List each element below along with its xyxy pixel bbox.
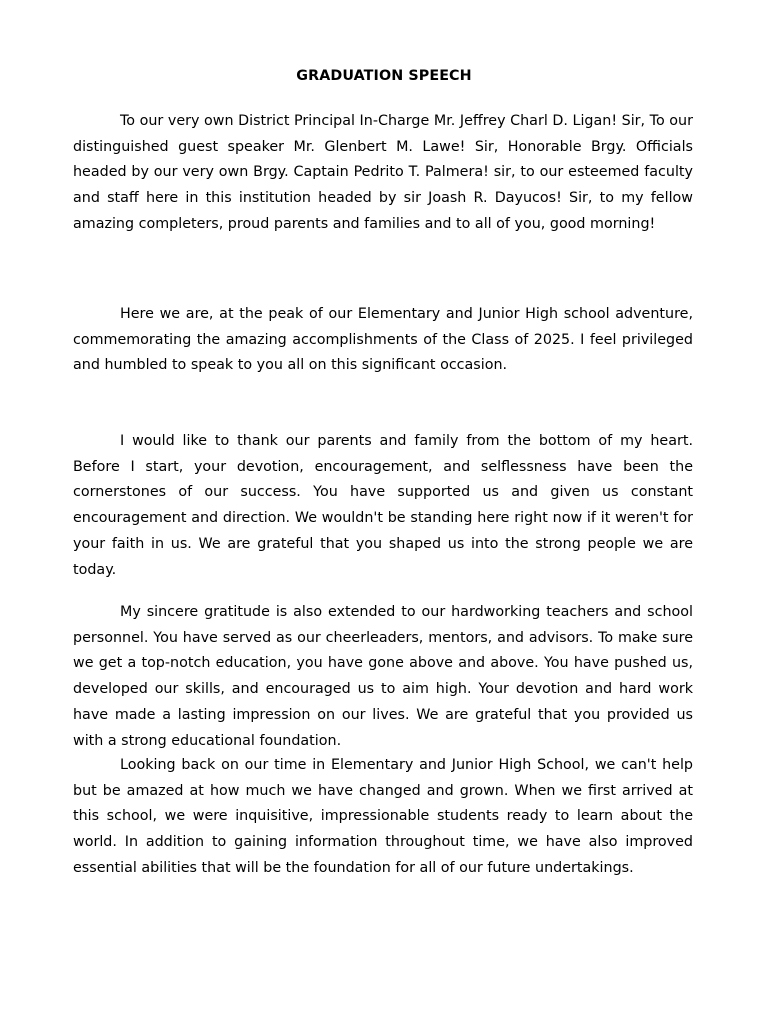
document-title: GRADUATION SPEECH [296, 68, 472, 84]
paragraph-thanks-teachers: My sincere gratitude is also extended to our hardworking teachers and school personnel. You have served as our cheerleaders, mentors, and advisors. To make sure we get a top-notch education, you have gone above and above. You have pushed us, developed our skills, and encouraged us to aim high. Your devotion and hard work have made a lasting impression on our lives. We are grateful that you provided us with a strong educational foundation. [73, 604, 693, 749]
paragraph-salutation: To our very own District Principal In-Charge Mr. Jeffrey Charl D. Ligan! Sir, To our distinguished guest speaker Mr. Glenbert M. Lawe! Sir, Honorable Brgy. Officials headed by our very own Brgy. Captain Pedrito T. Palmera! sir, to our esteemed faculty and staff here in this institution headed by sir Joash R. Dayucos! Sir, to my fellow amazing completers, proud parents and families and to all of you, good morning! [73, 113, 693, 232]
paragraph-looking-back: Looking back on our time in Elementary and Junior High School, we can't help but be amazed at how much we have changed and grown. When we first arrived at this school, we were inquisitive, impressionable students ready to learn about the world. In addition to gaining information throughout time, we have also improved essential abilities that will be the foundation for all of our future undertakings. [73, 757, 693, 876]
paragraph-opening: Here we are, at the peak of our Elementary and Junior High school adventure, commemorating the amazing accomplishments of the Class of 2025. I feel privileged and humbled to speak to you all on this significant occasion. [73, 306, 693, 374]
paragraph-thanks-parents: I would like to thank our parents and family from the bottom of my heart. Before I start, your devotion, encouragement, and selflessness have been the cornerstones of our success. You have supported us and given us constant encouragement and direction. We wouldn't be standing here right now if it weren't for your faith in us. We are grateful that you shaped us into the strong people we are today. [73, 433, 693, 578]
